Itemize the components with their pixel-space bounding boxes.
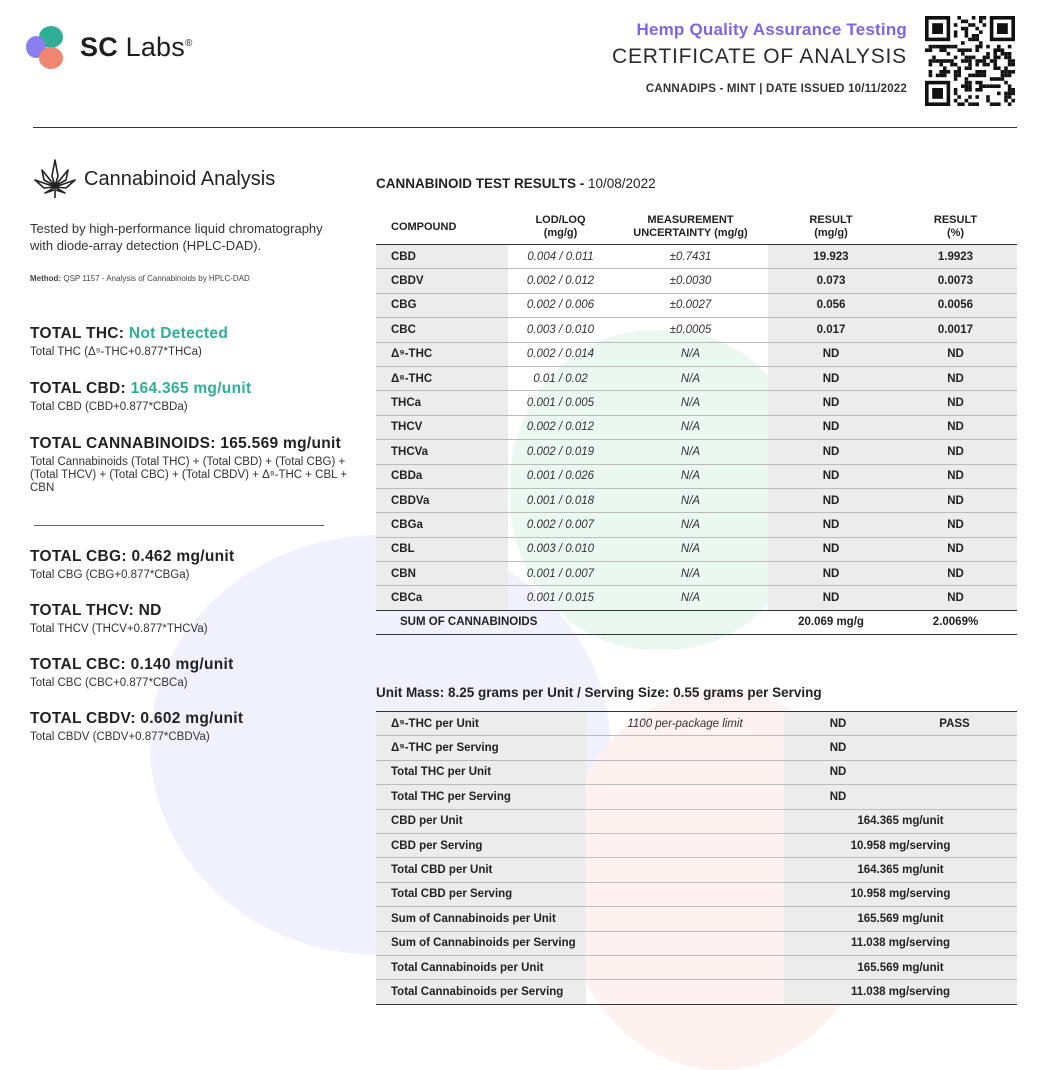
result-row bbox=[376, 513, 1017, 537]
result-mgg: ND bbox=[768, 366, 894, 390]
unit-row-value: 164.365 mg/unit bbox=[784, 858, 1017, 882]
unit-row-label: Total CBD per Serving bbox=[376, 882, 586, 906]
result-row bbox=[376, 342, 1017, 366]
total-label: TOTAL CANNABINOIDS: bbox=[30, 435, 216, 452]
uncertainty: N/A bbox=[613, 537, 768, 561]
unit-row-note bbox=[586, 907, 784, 931]
header-meta: CANNADIPS - MINT | DATE ISSUED 10/11/2022 bbox=[645, 83, 907, 95]
unit-row-label: Total THC per Unit bbox=[376, 760, 586, 784]
unit-row-status bbox=[892, 760, 1017, 784]
result-pct: 0.0056 bbox=[894, 293, 1017, 317]
results-title: CANNABINOID TEST RESULTS - 10/08/2022 bbox=[376, 176, 656, 191]
uncertainty: N/A bbox=[613, 342, 768, 366]
unit-row-note bbox=[586, 955, 784, 979]
total-heading bbox=[30, 325, 365, 343]
compound-name: CBGa bbox=[376, 513, 508, 537]
total-formula: Total THCV (THCV+0.877*THCVa) bbox=[30, 623, 208, 635]
compound-name: CBDV bbox=[376, 269, 508, 293]
compound-name: CBG bbox=[376, 293, 508, 317]
result-mgg: ND bbox=[768, 440, 894, 464]
result-pct: ND bbox=[894, 440, 1017, 464]
unit-row-note bbox=[586, 760, 784, 784]
total-heading bbox=[30, 710, 365, 728]
logo-dots-icon bbox=[24, 24, 68, 70]
total-formula: Total Cannabinoids (Total THC) + (Total CBD) + (Total CBG) + (Total THCV) + (Total CBC) + (Total CBDV) + Δ⁸-THC + CBL + CBN bbox=[30, 456, 348, 494]
result-mgg: 0.073 bbox=[768, 269, 894, 293]
total-label: TOTAL CBD: bbox=[30, 380, 126, 397]
unit-row-label: Total Cannabinoids per Serving bbox=[376, 980, 586, 1004]
unit-row-label: Total THC per Serving bbox=[376, 785, 586, 809]
total-value: 0.140 mg/unit bbox=[130, 656, 234, 673]
unit-row-value: ND bbox=[784, 736, 892, 760]
result-row bbox=[376, 488, 1017, 512]
compound-name: CBCa bbox=[376, 586, 508, 610]
unit-row bbox=[376, 931, 1017, 955]
result-mgg: ND bbox=[768, 586, 894, 610]
total-block bbox=[30, 602, 365, 636]
unit-row-label: Total CBD per Unit bbox=[376, 858, 586, 882]
uncertainty: N/A bbox=[613, 586, 768, 610]
unit-row-value: 11.038 mg/serving bbox=[784, 980, 1017, 1004]
unit-row-label: Sum of Cannabinoids per Serving bbox=[376, 931, 586, 955]
total-block bbox=[30, 710, 365, 744]
total-block bbox=[30, 656, 365, 690]
uncertainty: N/A bbox=[613, 464, 768, 488]
result-row bbox=[376, 269, 1017, 293]
header-subtitle: Hemp Quality Assurance Testing bbox=[636, 20, 907, 39]
uncertainty: ±0.7431 bbox=[613, 245, 768, 269]
unit-row-value: 10.958 mg/serving bbox=[784, 882, 1017, 906]
compound-name: THCVa bbox=[376, 440, 508, 464]
method-description: Tested by high-performance liquid chromatography with diode-array detection (HPLC-DAD). bbox=[30, 221, 323, 253]
total-formula: Total CBC (CBC+0.877*CBCa) bbox=[30, 677, 188, 689]
uncertainty: N/A bbox=[613, 562, 768, 586]
total-value: Not Detected bbox=[128, 325, 229, 342]
unit-row-value: 11.038 mg/serving bbox=[784, 931, 1017, 955]
result-pct: 1.9923 bbox=[894, 245, 1017, 269]
per-unit-table bbox=[376, 711, 1017, 1005]
unit-row-status bbox=[892, 785, 1017, 809]
col-result-mgg: RESULT (mg/g) bbox=[768, 210, 894, 245]
result-mgg: 19.923 bbox=[768, 245, 894, 269]
lod-loq: 0.002 / 0.019 bbox=[508, 440, 613, 464]
col-lod-loq: LOD/LOQ (mg/g) bbox=[508, 210, 613, 245]
unit-row bbox=[376, 809, 1017, 833]
result-row bbox=[376, 391, 1017, 415]
cannabinoid-summary bbox=[30, 156, 365, 744]
result-mgg: ND bbox=[768, 342, 894, 366]
lod-loq: 0.001 / 0.026 bbox=[508, 464, 613, 488]
compound-name: Δ⁹-THC bbox=[376, 342, 508, 366]
col-uncertainty: MEASUREMENT UNCERTAINTY (mg/g) bbox=[613, 210, 768, 245]
lod-loq: 0.002 / 0.012 bbox=[508, 269, 613, 293]
result-row bbox=[376, 440, 1017, 464]
compound-name: CBDa bbox=[376, 464, 508, 488]
total-heading bbox=[30, 548, 365, 566]
unit-row-value: 165.569 mg/unit bbox=[784, 955, 1017, 979]
unit-row bbox=[376, 833, 1017, 857]
sum-pct: 2.0069% bbox=[894, 610, 1017, 634]
total-label: TOTAL CBC: bbox=[30, 656, 126, 673]
unit-mass-title: Unit Mass: 8.25 grams per Unit / Serving Size: 0.55 grams per Serving bbox=[376, 685, 822, 700]
uncertainty: ±0.0030 bbox=[613, 269, 768, 293]
qr-code-icon bbox=[925, 16, 1015, 106]
unit-row bbox=[376, 882, 1017, 906]
uncertainty: N/A bbox=[613, 488, 768, 512]
unit-row-note bbox=[586, 931, 784, 955]
total-label: TOTAL THC: bbox=[30, 325, 125, 342]
total-formula: Total THC (Δ⁹-THC+0.877*THCa) bbox=[30, 346, 202, 358]
compound-name: CBL bbox=[376, 537, 508, 561]
sum-row bbox=[376, 610, 1017, 634]
lod-loq: 0.002 / 0.012 bbox=[508, 415, 613, 439]
lod-loq: 0.01 / 0.02 bbox=[508, 366, 613, 390]
total-heading bbox=[30, 435, 365, 453]
result-row bbox=[376, 245, 1017, 269]
result-pct: ND bbox=[894, 513, 1017, 537]
unit-row-value: ND bbox=[784, 760, 892, 784]
lod-loq: 0.001 / 0.007 bbox=[508, 562, 613, 586]
unit-row-note bbox=[586, 809, 784, 833]
total-value: 0.602 mg/unit bbox=[140, 710, 244, 727]
total-label: TOTAL CBDV: bbox=[30, 710, 136, 727]
compound-name: CBC bbox=[376, 318, 508, 342]
result-pct: ND bbox=[894, 562, 1017, 586]
result-pct: ND bbox=[894, 342, 1017, 366]
total-value: 164.365 mg/unit bbox=[130, 380, 252, 397]
uncertainty: N/A bbox=[613, 513, 768, 537]
result-pct: ND bbox=[894, 488, 1017, 512]
unit-row-label: Δ⁹-THC per Serving bbox=[376, 736, 586, 760]
unit-row-note bbox=[586, 882, 784, 906]
result-mgg: 0.056 bbox=[768, 293, 894, 317]
unit-row bbox=[376, 760, 1017, 784]
cannabis-leaf-icon bbox=[32, 156, 78, 202]
method-line: Method: QSP 1157 - Analysis of Cannabinoids by HPLC-DAD bbox=[30, 274, 250, 283]
compound-name: CBN bbox=[376, 562, 508, 586]
unit-row-label: Total Cannabinoids per Unit bbox=[376, 955, 586, 979]
total-heading bbox=[30, 602, 365, 620]
unit-row bbox=[376, 858, 1017, 882]
section-title: Cannabinoid Analysis bbox=[84, 167, 276, 190]
logo-text: SC Labs® bbox=[80, 31, 193, 62]
result-mgg: ND bbox=[768, 562, 894, 586]
result-row bbox=[376, 415, 1017, 439]
result-row bbox=[376, 366, 1017, 390]
total-label: TOTAL CBG: bbox=[30, 548, 127, 565]
result-row bbox=[376, 537, 1017, 561]
uncertainty: N/A bbox=[613, 366, 768, 390]
compound-name: CBD bbox=[376, 245, 508, 269]
unit-row-value: 164.365 mg/unit bbox=[784, 809, 1017, 833]
unit-row bbox=[376, 980, 1017, 1004]
total-block bbox=[30, 435, 365, 495]
result-mgg: ND bbox=[768, 488, 894, 512]
total-block bbox=[30, 325, 365, 359]
lod-loq: 0.001 / 0.015 bbox=[508, 586, 613, 610]
total-value: 0.462 mg/unit bbox=[131, 548, 235, 565]
results-header-row bbox=[376, 210, 1017, 245]
compound-name: THCa bbox=[376, 391, 508, 415]
unit-row bbox=[376, 955, 1017, 979]
result-pct: ND bbox=[894, 415, 1017, 439]
compound-name: Δ⁸-THC bbox=[376, 366, 508, 390]
unit-row bbox=[376, 736, 1017, 760]
result-pct: ND bbox=[894, 391, 1017, 415]
unit-row-note bbox=[586, 833, 784, 857]
sum-label: SUM OF CANNABINOIDS bbox=[376, 610, 768, 634]
result-mgg: 0.017 bbox=[768, 318, 894, 342]
unit-row-note bbox=[586, 858, 784, 882]
result-row bbox=[376, 318, 1017, 342]
total-formula: Total CBDV (CBDV+0.877*CBDVa) bbox=[30, 731, 210, 743]
unit-row-value: 165.569 mg/unit bbox=[784, 907, 1017, 931]
unit-row-value: ND bbox=[784, 712, 892, 736]
unit-row-label: Sum of Cannabinoids per Unit bbox=[376, 907, 586, 931]
col-result-pct: RESULT (%) bbox=[894, 210, 1017, 245]
uncertainty: ±0.0005 bbox=[613, 318, 768, 342]
result-mgg: ND bbox=[768, 415, 894, 439]
unit-row-note bbox=[586, 736, 784, 760]
unit-row bbox=[376, 907, 1017, 931]
lod-loq: 0.002 / 0.006 bbox=[508, 293, 613, 317]
header-titles bbox=[612, 20, 907, 95]
total-block bbox=[30, 380, 365, 414]
result-mgg: ND bbox=[768, 513, 894, 537]
total-heading bbox=[30, 380, 365, 398]
unit-row-label: Δ⁹-THC per Unit bbox=[376, 712, 586, 736]
unit-row-note: 1100 per-package limit bbox=[586, 712, 784, 736]
total-value: ND bbox=[138, 602, 162, 619]
result-pct: 0.0017 bbox=[894, 318, 1017, 342]
unit-row bbox=[376, 712, 1017, 736]
header-title: CERTIFICATE OF ANALYSIS bbox=[612, 45, 907, 68]
uncertainty: N/A bbox=[613, 440, 768, 464]
result-row bbox=[376, 562, 1017, 586]
compound-name: THCV bbox=[376, 415, 508, 439]
result-pct: ND bbox=[894, 464, 1017, 488]
total-formula: Total CBD (CBD+0.877*CBDa) bbox=[30, 401, 188, 413]
sum-mgg: 20.069 mg/g bbox=[768, 610, 894, 634]
result-pct: ND bbox=[894, 537, 1017, 561]
unit-row-status bbox=[892, 736, 1017, 760]
total-block bbox=[30, 548, 365, 582]
lod-loq: 0.003 / 0.010 bbox=[508, 318, 613, 342]
unit-row bbox=[376, 785, 1017, 809]
summary-divider bbox=[34, 525, 324, 526]
total-label: TOTAL THCV: bbox=[30, 602, 135, 619]
lod-loq: 0.001 / 0.005 bbox=[508, 391, 613, 415]
total-heading bbox=[30, 656, 365, 674]
uncertainty: ±0.0027 bbox=[613, 293, 768, 317]
uncertainty: N/A bbox=[613, 391, 768, 415]
result-pct: ND bbox=[894, 366, 1017, 390]
result-row bbox=[376, 293, 1017, 317]
unit-row-note bbox=[586, 980, 784, 1004]
result-mgg: ND bbox=[768, 391, 894, 415]
result-mgg: ND bbox=[768, 537, 894, 561]
compound-name: CBDVa bbox=[376, 488, 508, 512]
unit-row-label: CBD per Serving bbox=[376, 833, 586, 857]
result-pct: 0.0073 bbox=[894, 269, 1017, 293]
lod-loq: 0.002 / 0.007 bbox=[508, 513, 613, 537]
unit-row-value: 10.958 mg/serving bbox=[784, 833, 1017, 857]
lod-loq: 0.002 / 0.014 bbox=[508, 342, 613, 366]
cannabinoid-results-table bbox=[376, 210, 1017, 635]
result-pct: ND bbox=[894, 586, 1017, 610]
unit-row-status: PASS bbox=[892, 712, 1017, 736]
total-value: 165.569 mg/unit bbox=[220, 435, 342, 452]
header-divider bbox=[33, 127, 1017, 128]
result-row bbox=[376, 586, 1017, 610]
lod-loq: 0.001 / 0.018 bbox=[508, 488, 613, 512]
unit-row-note bbox=[586, 785, 784, 809]
unit-row-label: CBD per Unit bbox=[376, 809, 586, 833]
result-row bbox=[376, 464, 1017, 488]
col-compound: COMPOUND bbox=[376, 210, 508, 245]
unit-row-value: ND bbox=[784, 785, 892, 809]
total-formula: Total CBG (CBG+0.877*CBGa) bbox=[30, 569, 190, 581]
uncertainty: N/A bbox=[613, 415, 768, 439]
sc-labs-logo bbox=[24, 24, 193, 70]
result-mgg: ND bbox=[768, 464, 894, 488]
lod-loq: 0.004 / 0.011 bbox=[508, 245, 613, 269]
lod-loq: 0.003 / 0.010 bbox=[508, 537, 613, 561]
